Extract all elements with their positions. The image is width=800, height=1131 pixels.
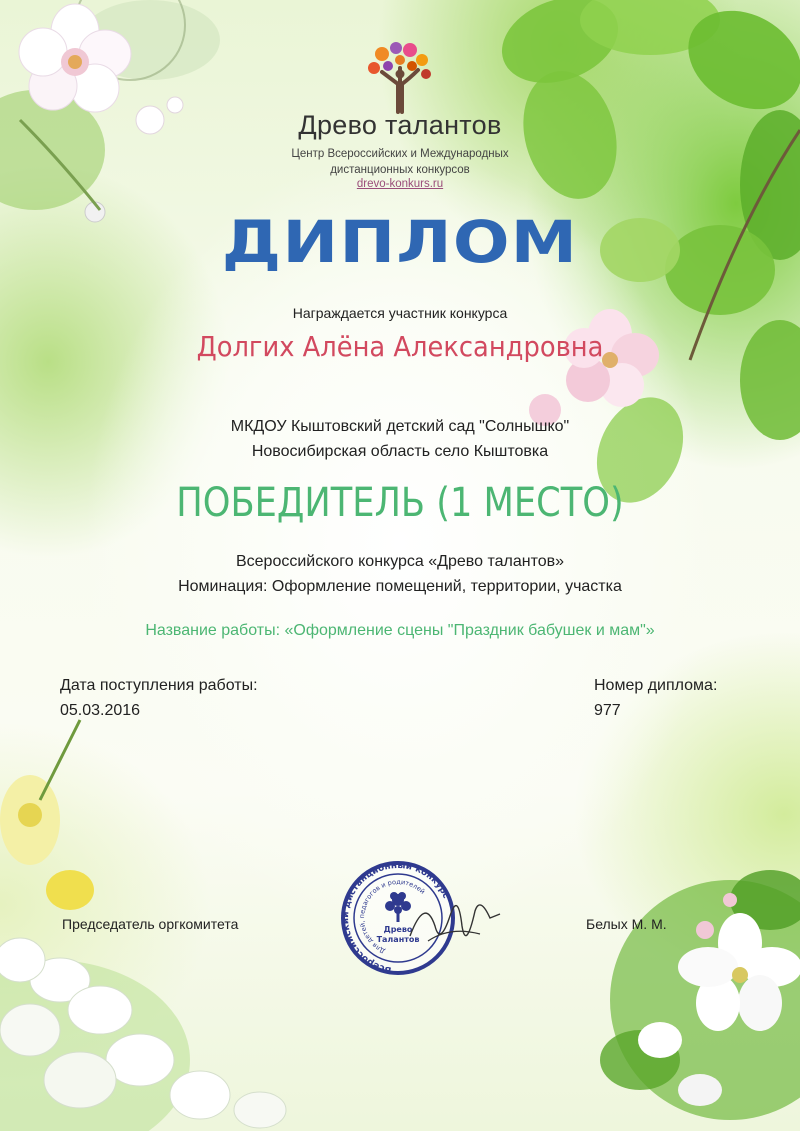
diploma-number-label: Номер диплома: (594, 677, 718, 694)
chairman-name: Белых М. М. (586, 916, 667, 932)
logo-subtitle-line1: Центр Всероссийских и Международных (291, 148, 509, 160)
stamp-outer-text: Всероссийский дистанционный конкурс (340, 860, 451, 975)
work-title: Название работы: «Оформление сцены "Праздник бабушек и мам"» (145, 622, 655, 639)
place-title: ПОБЕДИТЕЛЬ (1 МЕСТО) (176, 480, 624, 526)
tree-logo-icon (360, 38, 440, 114)
diploma-title: ДИПЛОМ (221, 208, 579, 276)
official-stamp (340, 856, 510, 976)
stamp-inner-text: Для детей, педагогов и родителей (357, 877, 427, 956)
logo-site-link-row (0, 178, 800, 190)
date-label: Дата поступления работы: (60, 677, 258, 694)
logo-subtitle-line2: дистанционных конкурсов (330, 164, 470, 176)
organization-line1: МКДОУ Кыштовский детский сад "Солнышко" (230, 418, 570, 435)
logo-title: Древо талантов (298, 110, 502, 140)
participant-name: Долгих Алёна Александровна (196, 330, 604, 363)
awarded-text: Награждается участник конкурса (292, 305, 508, 321)
stamp-center-text-line2: Талантов (376, 935, 420, 944)
contest-line: Всероссийского конкурса «Древо талантов» (235, 553, 565, 570)
stamp-center-text-line1: Древо (383, 925, 413, 934)
date-value: 05.03.2016 (60, 702, 141, 719)
logo-site-link[interactable]: drevo-konkurs.ru (356, 178, 444, 190)
chairman-label: Председатель оргкомитета (62, 916, 239, 932)
nomination-line: Номинация: Оформление помещений, территории, участка (178, 578, 622, 595)
diploma-number-value: 977 (594, 702, 621, 719)
bottom-right-flowers (600, 870, 800, 1120)
organization-line2: Новосибирская область село Кыштовка (251, 443, 549, 460)
